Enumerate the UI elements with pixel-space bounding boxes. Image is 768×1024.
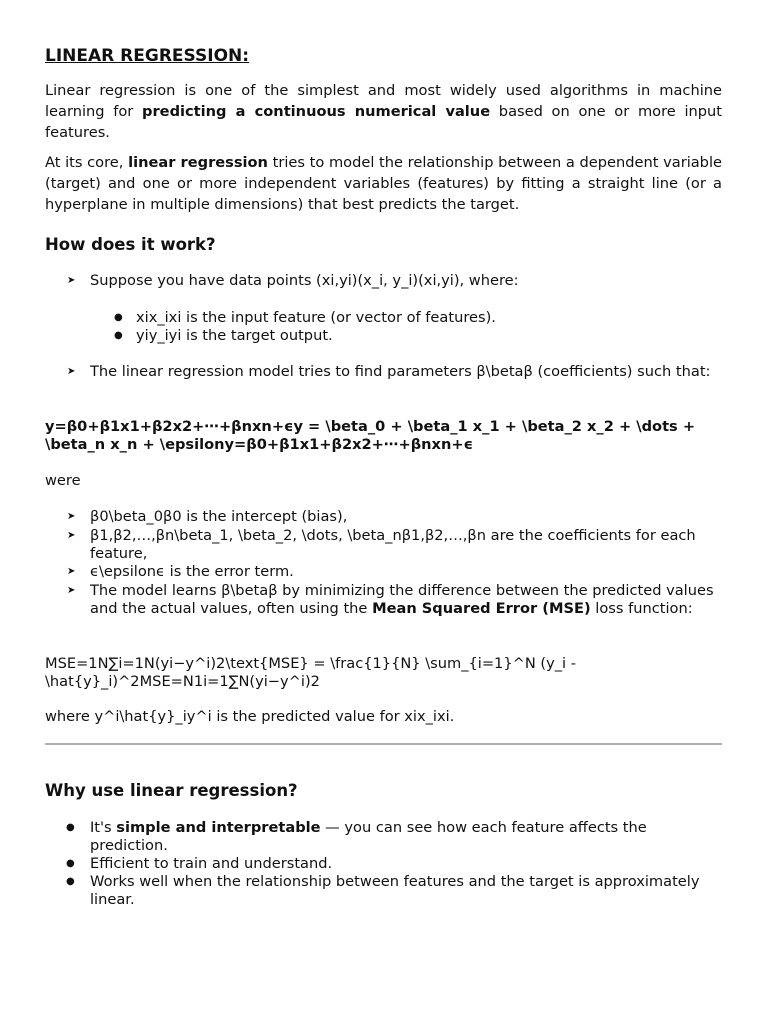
intro-bold-text: predicting a continuous numerical value <box>142 103 491 120</box>
why-item-2: Efficient to train and understand. <box>90 855 333 872</box>
section-divider <box>45 743 722 745</box>
were-item-text: The model learns β\betaβ by minimizing the difference between the predicted values and the actual values, often using the <box>90 582 714 617</box>
mse-bold-text: Mean Squared Error (MSE) <box>372 600 591 617</box>
regression-formula: y=β0+β1x1+β2x2+⋯+βnxn+ϵy = \beta_0 + \beta_1 x_1 + \beta_2 x_2 + \dots + \beta_n x_n + \epsilony=β0+β1x1+β2x2+⋯+βnxn+ϵ <box>45 418 696 453</box>
dot-bullet-icon: ● <box>66 858 75 869</box>
document-title: LINEAR REGRESSION: <box>45 46 250 66</box>
why-item-1 <box>90 819 722 855</box>
were-item-2: β1,β2,…,βn\beta_1, \beta_2, \dots, \beta_nβ1,β2,…,βn are the coefficients for each feature, <box>90 527 696 562</box>
intro-text: Linear regression is one of the simplest and most widely used algorithms in machine learning for <box>45 82 722 120</box>
intro-paragraph-1 <box>45 80 722 143</box>
arrow-bullet-icon: ➤ <box>67 511 76 522</box>
arrow-bullet-icon: ➤ <box>67 530 76 541</box>
how-sub-item-2: yiy_iyi is the target output. <box>136 327 333 344</box>
were-item-1: β0\beta_0β0 is the intercept (bias), <box>90 508 348 525</box>
arrow-bullet-icon: ➤ <box>67 366 76 377</box>
intro-text: tries to model the relationship between a dependent variable (target) and one or more independent variables (features) by fitting a straight line (or a hyperplane in multiple dimensions) that best predicts the target. <box>45 154 722 213</box>
were-item-text: loss function: <box>590 600 693 617</box>
how-heading: How does it work? <box>45 235 216 254</box>
where-note: where y^i\hat{y}_iy^i is the predicted value for xix_ixi. <box>45 708 455 725</box>
intro-bold-text: linear regression <box>128 154 268 171</box>
why-heading: Why use linear regression? <box>45 781 298 800</box>
arrow-bullet-icon: ➤ <box>67 566 76 577</box>
were-item-4 <box>90 582 722 618</box>
how-item-1: Suppose you have data points (xi,yi)(x_i, y_i)(xi,yi), where: <box>90 272 519 289</box>
why-item-text: — you can see how each feature affects the prediction. <box>90 819 647 854</box>
dot-bullet-icon: ● <box>66 876 75 887</box>
intro-text: At its core, <box>45 154 129 171</box>
dot-bullet-icon: ● <box>114 330 123 341</box>
dot-bullet-icon: ● <box>66 822 75 833</box>
arrow-bullet-icon: ➤ <box>67 585 76 596</box>
how-sub-item-1: xix_ixi is the input feature (or vector of features). <box>136 309 496 326</box>
mse-formula: MSE=1N∑i=1N(yi−y^i)2\text{MSE} = \frac{1}{N} \sum_{i=1}^N (y_i - \hat{y}_i)^2MSE=N1i=1∑N(yi−y^i)2 <box>45 655 576 690</box>
intro-paragraph-2 <box>45 152 722 215</box>
dot-bullet-icon: ● <box>114 312 123 323</box>
why-item-3: Works well when the relationship between features and the target is approximately linear. <box>90 873 700 908</box>
why-bold-text: simple and interpretable <box>116 819 321 836</box>
were-label: were <box>45 472 81 489</box>
how-item-2: The linear regression model tries to find parameters β\betaβ (coefficients) such that: <box>90 363 711 380</box>
intro-text: based on one or more input features. <box>45 103 722 141</box>
arrow-bullet-icon: ➤ <box>67 275 76 286</box>
why-item-text: It's <box>90 819 117 836</box>
were-item-3: ϵ\epsilonϵ is the error term. <box>90 563 294 580</box>
